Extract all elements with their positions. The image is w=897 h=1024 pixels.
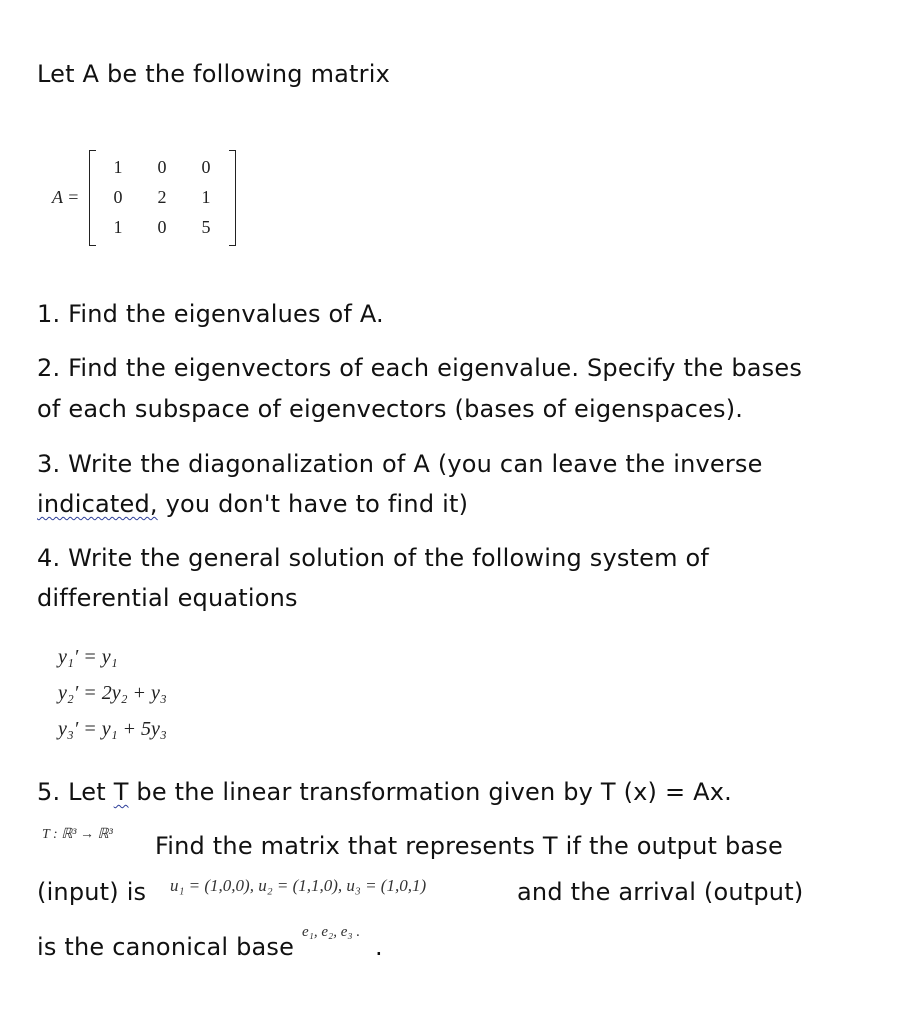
spellcheck-underlined-word: indicated, — [37, 490, 158, 518]
equation-1: y₁′ = y₁ — [58, 646, 118, 668]
matrix-cell: 1 — [113, 156, 123, 177]
matrix-right-bracket — [229, 150, 236, 246]
matrix-cell: 0 — [157, 216, 167, 237]
question-2-line-1: 2. Find the eigenvectors of each eigenvalue. Specify the bases — [37, 354, 803, 382]
question-3-line-2 — [37, 490, 468, 518]
q5-prefix: 5. Let — [37, 778, 114, 806]
input-basis-formula: u₁ = (1,0,0), u₂ = (1,1,0), u₃ = (1,0,1) — [170, 876, 427, 895]
matrix-grid — [96, 152, 228, 244]
matrix-cell: 0 — [157, 156, 167, 177]
question-5-line-3-a: (input) is — [37, 878, 147, 906]
equation-2: y₂′ = 2y₂ + y₃ — [58, 682, 167, 704]
matrix-cell: 2 — [157, 186, 167, 207]
mapping-formula: T : ℝ³ → ℝ³ — [42, 827, 113, 842]
question-5-line-1 — [37, 778, 732, 806]
question-3-line-1: 3. Write the diagonalization of A (you can leave the inverse — [37, 450, 763, 478]
matrix-cell: 0 — [113, 186, 123, 207]
spellcheck-underlined-word: T — [113, 778, 129, 806]
question-5-line-3-b: and the arrival (output) — [517, 878, 804, 906]
question-5-line-2: Find the matrix that represents T if the output base — [155, 832, 783, 860]
matrix-cell: 1 — [201, 186, 211, 207]
q5-rest: be the linear transformation given by T (x) = Ax. — [128, 778, 732, 806]
question-3-line-2-rest: you don't have to find it) — [157, 490, 469, 518]
matrix-a — [52, 150, 212, 246]
final-period: . — [375, 933, 383, 961]
question-2-line-2: of each subspace of eigenvectors (bases of eigenspaces). — [37, 395, 744, 423]
canonical-basis-formula: e₁, e₂, e₃ . — [302, 924, 361, 940]
question-4-line-2: differential equations — [37, 584, 298, 612]
question-1: 1. Find the eigenvalues of A. — [37, 300, 384, 328]
question-5-line-4: is the canonical base — [37, 933, 295, 961]
question-4-line-1: 4. Write the general solution of the following system of — [37, 544, 710, 572]
matrix-label: A = — [52, 187, 80, 207]
matrix-cell: 1 — [113, 216, 123, 237]
matrix-left-bracket — [89, 150, 96, 246]
intro-text: Let A be the following matrix — [37, 60, 391, 88]
matrix-cell: 0 — [201, 156, 211, 177]
matrix-cell: 5 — [201, 216, 211, 237]
equation-3: y₃′ = y₁ + 5y₃ — [58, 718, 167, 740]
